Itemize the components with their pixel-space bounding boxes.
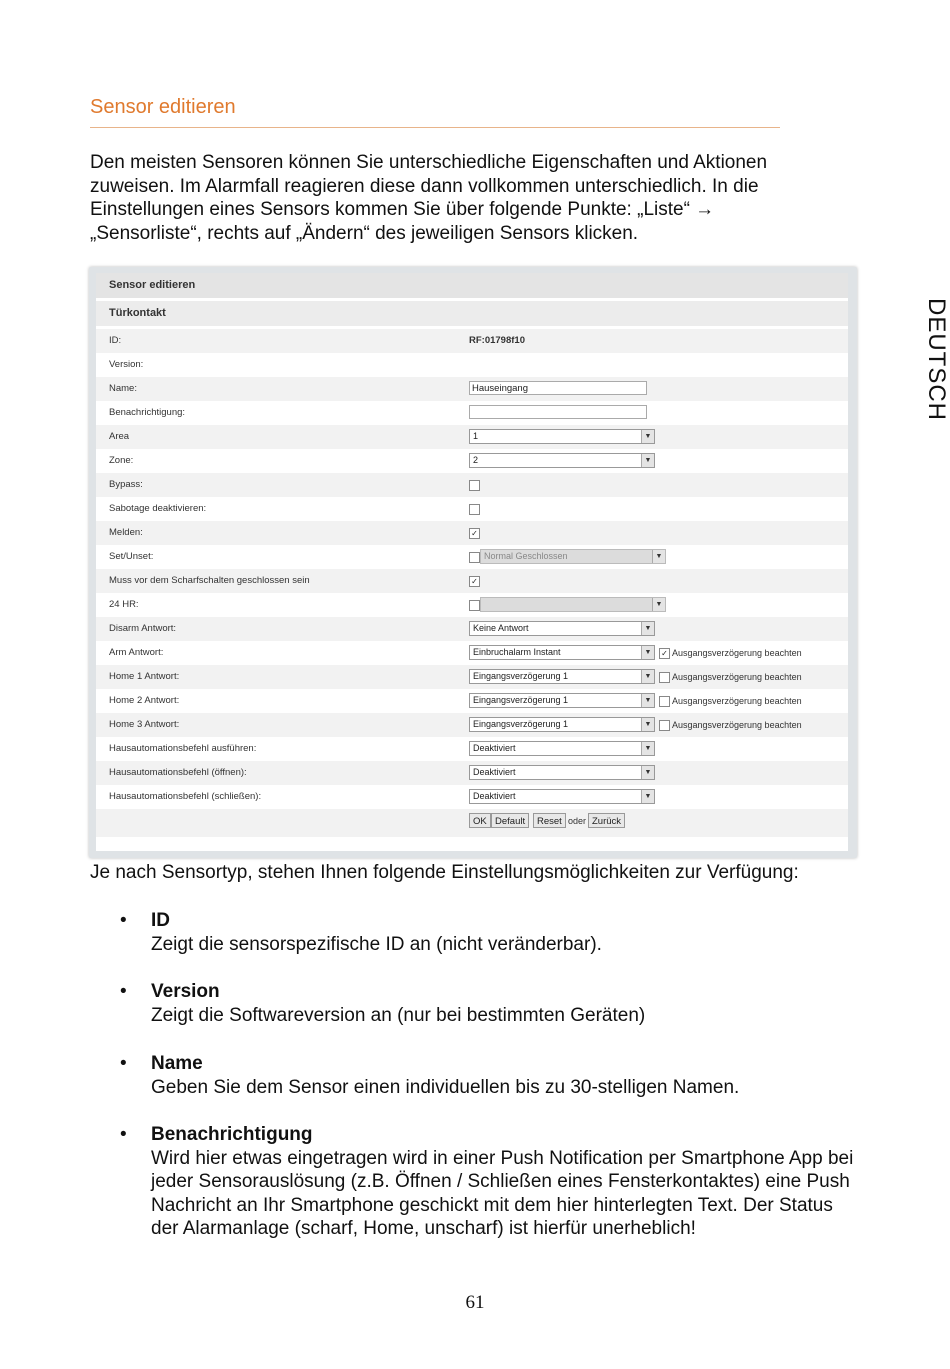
disarm-value: Keine Antwort xyxy=(473,623,529,633)
sabotage-label: Sabotage deaktivieren: xyxy=(109,503,207,514)
bullet-desc: Zeigt die Softwareversion an (nur bei bestimmten Geräten) xyxy=(151,1005,646,1026)
row-name xyxy=(96,377,848,401)
row-home1 xyxy=(96,665,848,689)
bypass-checkbox[interactable] xyxy=(469,480,480,491)
bullet-desc: Zeigt die sensorspezifische ID an (nicht veränderbar). xyxy=(151,934,602,955)
row-disarm xyxy=(96,617,848,641)
row-arm xyxy=(96,641,848,665)
sabotage-checkbox[interactable] xyxy=(469,504,480,515)
back-button[interactable]: Zurück xyxy=(588,813,625,828)
language-tab: DEUTSCH xyxy=(923,298,950,422)
disarm-select[interactable] xyxy=(469,621,655,636)
row-zone xyxy=(96,449,848,473)
intro-paragraph: Den meisten Sensoren können Sie unterschiedliche Eigenschaften und Aktionen zuweisen. Im Alarmfall reagieren diese dann vollkommen unterschiedlich. In die Einstellungen eines Sensors kommen Sie über folgende Punkte: „Liste“ → „Sensorliste“, rechts auf „Ändern“ des jeweiligen Sensors klicken. xyxy=(90,152,768,244)
home2-value: Eingangsverzögerung 1 xyxy=(473,695,569,705)
row-muss xyxy=(96,569,848,593)
chevron-down-icon: ▼ xyxy=(641,742,654,755)
hr24-checkbox[interactable] xyxy=(469,600,480,611)
notify-input[interactable] xyxy=(469,405,647,419)
muss-checkbox[interactable]: ✓ xyxy=(469,576,480,587)
bullet-dot: • xyxy=(120,981,127,1002)
home2-select[interactable] xyxy=(469,693,655,708)
ha-open-label: Hausautomationsbefehl (öffnen): xyxy=(109,767,247,778)
melden-label: Melden: xyxy=(109,527,143,538)
ha-close-select[interactable] xyxy=(469,789,655,804)
id-label: ID: xyxy=(109,335,122,346)
hr24-select[interactable] xyxy=(480,597,666,612)
setunset-value: Normal Geschlossen xyxy=(484,551,568,561)
form-title: Sensor editieren xyxy=(109,279,196,291)
arm-value: Einbruchalarm Instant xyxy=(473,647,561,657)
row-setunset xyxy=(96,545,848,569)
bullet-title: Name xyxy=(151,1053,203,1074)
bypass-label: Bypass: xyxy=(109,479,143,490)
setunset-checkbox[interactable] xyxy=(469,552,480,563)
row-home2 xyxy=(96,689,848,713)
home3-select[interactable] xyxy=(469,717,655,732)
chevron-down-icon: ▼ xyxy=(641,454,654,467)
ha-close-label: Hausautomationsbefehl (schließen): xyxy=(109,791,262,802)
chevron-down-icon: ▼ xyxy=(641,622,654,635)
row-24hr xyxy=(96,593,848,617)
arm-delay-label: Ausgangsverzögerung beachten xyxy=(672,648,802,658)
name-label: Name: xyxy=(109,383,137,394)
options-intro: Je nach Sensortyp, stehen Ihnen folgende Einstellungsmöglichkeiten zur Verfügung: xyxy=(90,862,799,883)
chevron-down-icon: ▼ xyxy=(641,430,654,443)
sensor-type-title: Türkontakt xyxy=(109,307,166,319)
melden-checkbox[interactable]: ✓ xyxy=(469,528,480,539)
ha-open-value: Deaktiviert xyxy=(473,767,516,777)
version-label: Version: xyxy=(109,359,144,370)
row-sabotage xyxy=(96,497,848,521)
section-heading: Sensor editieren xyxy=(90,96,236,118)
home2-delay-label: Ausgangsverzögerung beachten xyxy=(672,696,802,706)
sensor-edit-screenshot xyxy=(89,267,857,858)
home2-delay-checkbox[interactable] xyxy=(659,696,670,707)
home3-value: Eingangsverzögerung 1 xyxy=(473,719,569,729)
row-bypass xyxy=(96,473,848,497)
hr24-label: 24 HR: xyxy=(109,599,139,610)
id-value: RF:01798f10 xyxy=(469,335,525,346)
home1-select[interactable] xyxy=(469,669,655,684)
row-notify xyxy=(96,401,848,425)
row-area xyxy=(96,425,848,449)
bullet-desc: Geben Sie dem Sensor einen individuellen bis zu 30-stelligen Namen. xyxy=(151,1077,740,1098)
ha-exec-label: Hausautomationsbefehl ausführen: xyxy=(109,743,257,754)
home2-label: Home 2 Antwort: xyxy=(109,695,180,706)
chevron-down-icon: ▼ xyxy=(641,670,654,683)
setunset-label: Set/Unset: xyxy=(109,551,154,562)
default-button[interactable]: Default xyxy=(491,813,529,828)
row-ha-open xyxy=(96,761,848,785)
bullet-dot: • xyxy=(120,1053,127,1074)
home1-value: Eingangsverzögerung 1 xyxy=(473,671,569,681)
chevron-down-icon: ▼ xyxy=(652,598,665,611)
or-text: oder xyxy=(568,816,587,826)
page-number: 61 xyxy=(465,1292,485,1313)
chevron-down-icon: ▼ xyxy=(641,766,654,779)
home3-delay-label: Ausgangsverzögerung beachten xyxy=(672,720,802,730)
disarm-label: Disarm Antwort: xyxy=(109,623,177,634)
sensor-edit-form xyxy=(96,273,848,851)
home1-label: Home 1 Antwort: xyxy=(109,671,180,682)
area-label: Area xyxy=(109,431,130,442)
home3-delay-checkbox[interactable] xyxy=(659,720,670,731)
zone-value: 2 xyxy=(473,455,479,465)
row-melden xyxy=(96,521,848,545)
chevron-down-icon: ▼ xyxy=(641,646,654,659)
area-select[interactable] xyxy=(469,429,655,444)
heading-divider xyxy=(90,127,780,128)
row-ha-exec xyxy=(96,737,848,761)
row-buttons xyxy=(96,809,848,837)
reset-button[interactable]: Reset xyxy=(533,813,566,828)
bullet-desc: Wird hier etwas eingetragen wird in einer Push Notification per Smartphone App bei jeder Sensorauslösung (z.B. Öffnen / Schließen eines Fensterkontaktes) eine Push Nachricht an Ihr Smartphone geschickt mit dem hier hinterlegten Text. Der Status der Alarmanlage (scharf, Home, unscharf) ist hierfür unerheblich! xyxy=(151,1148,854,1239)
setunset-select[interactable] xyxy=(480,549,666,564)
ha-exec-select[interactable] xyxy=(469,741,655,756)
row-id xyxy=(96,329,848,353)
arm-delay-checkbox[interactable]: ✓ xyxy=(659,648,670,659)
bullet-title: ID xyxy=(151,910,170,931)
chevron-down-icon: ▼ xyxy=(641,718,654,731)
muss-label: Muss vor dem Scharfschalten geschlossen sein xyxy=(109,575,310,586)
home3-label: Home 3 Antwort: xyxy=(109,719,180,730)
bullet-dot: • xyxy=(120,1124,127,1145)
zone-label: Zone: xyxy=(109,455,134,466)
ok-button[interactable]: OK xyxy=(469,813,491,828)
home1-delay-checkbox[interactable] xyxy=(659,672,670,683)
ha-open-select[interactable] xyxy=(469,765,655,780)
chevron-down-icon: ▼ xyxy=(652,550,665,563)
notify-label: Benachrichtigung: xyxy=(109,407,186,418)
chevron-down-icon: ▼ xyxy=(641,790,654,803)
form-title-bar xyxy=(96,273,848,298)
row-home3 xyxy=(96,713,848,737)
form-subtitle-bar xyxy=(96,301,848,326)
bullet-title: Version xyxy=(151,981,220,1002)
row-ha-close xyxy=(96,785,848,809)
chevron-down-icon: ▼ xyxy=(641,694,654,707)
home1-delay-label: Ausgangsverzögerung beachten xyxy=(672,672,802,682)
arm-select[interactable] xyxy=(469,645,655,660)
ha-exec-value: Deaktiviert xyxy=(473,743,516,753)
bullet-title: Benachrichtigung xyxy=(151,1124,313,1145)
name-input[interactable]: Hauseingang xyxy=(469,381,647,395)
ha-close-value: Deaktiviert xyxy=(473,791,516,801)
bullet-dot: • xyxy=(120,910,127,931)
row-version xyxy=(96,353,848,377)
arm-label: Arm Antwort: xyxy=(109,647,164,658)
area-value: 1 xyxy=(473,431,479,441)
zone-select[interactable] xyxy=(469,453,655,468)
